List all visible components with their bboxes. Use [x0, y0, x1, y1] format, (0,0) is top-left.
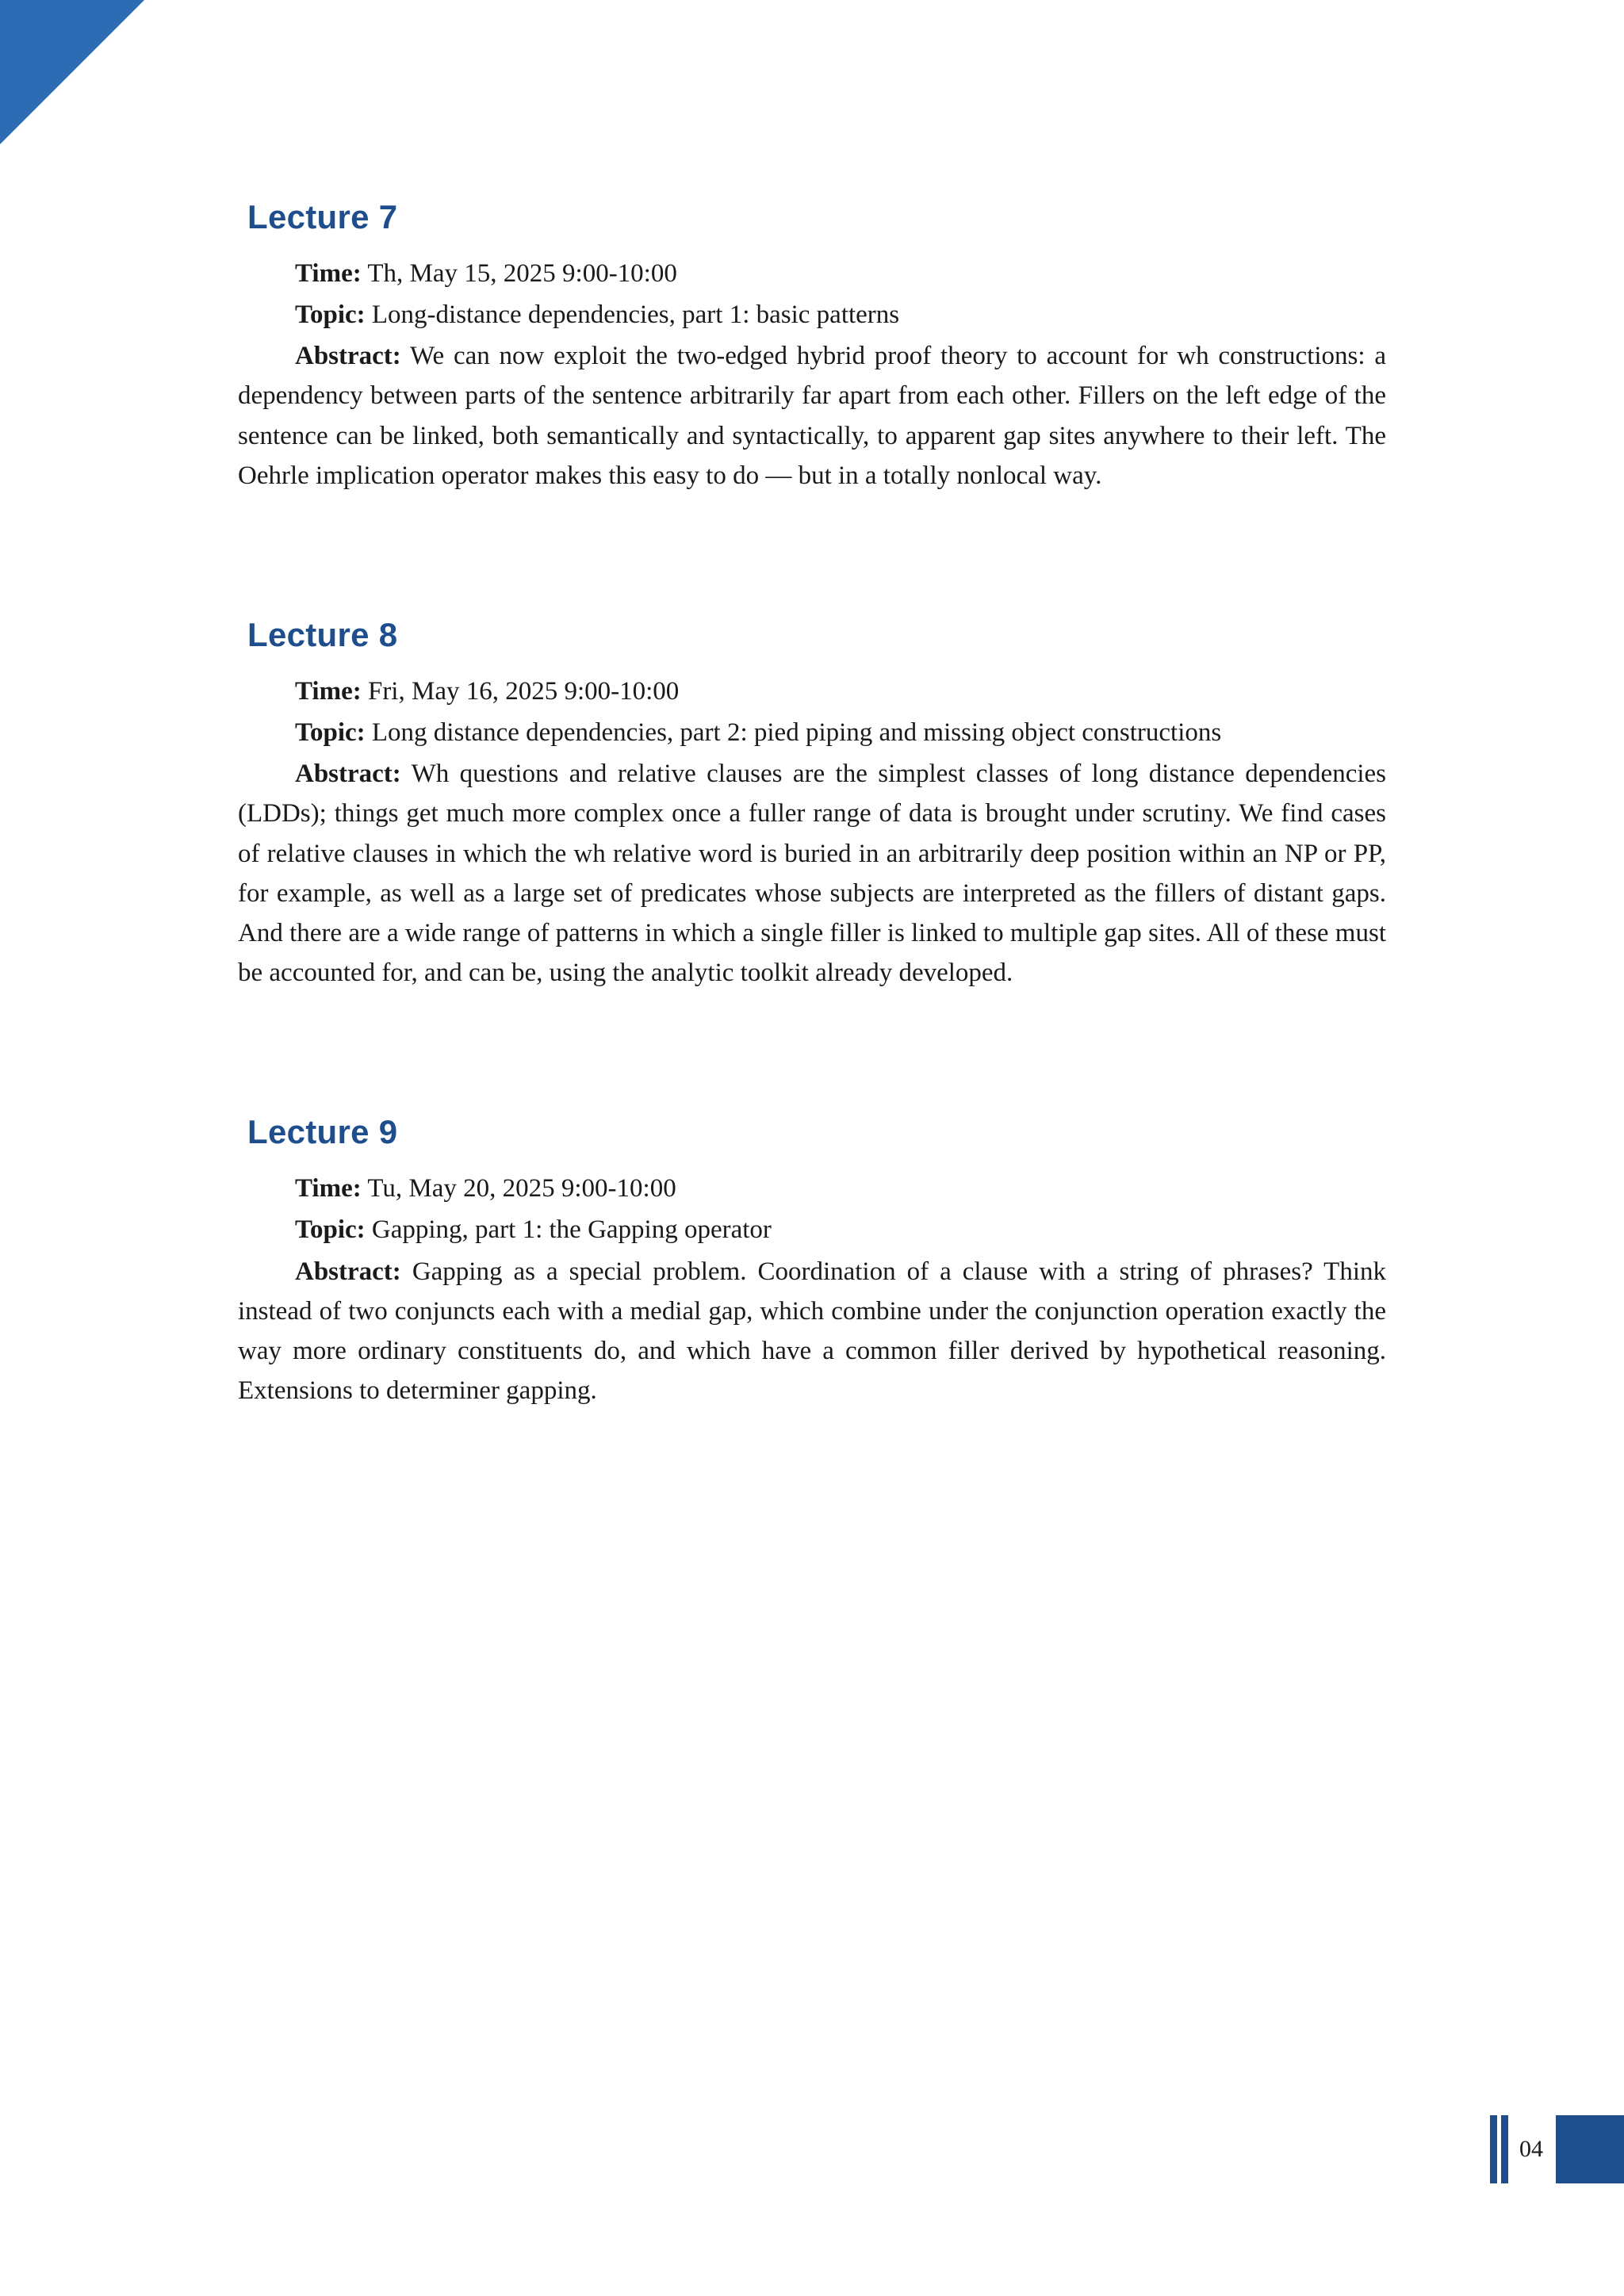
corner-decoration: [0, 0, 144, 144]
time-value: Th, May 15, 2025 9:00-10:00: [367, 259, 677, 288]
footer-square-decoration: [1556, 2115, 1624, 2183]
topic-label: Topic:: [295, 300, 366, 330]
time-value: Tu, May 20, 2025 9:00-10:00: [367, 1174, 676, 1203]
topic-label: Topic:: [295, 1215, 366, 1245]
abstract-value: Gapping as a special problem. Coordination of a clause with a string of phrases? Think instead of two conjuncts each with a medial gap, which combine under the conjunction operation exactly the way more ordinary constituents do, and which have a common filler derived by hypothetical reasoning. Extensions to determiner gapping.: [238, 1257, 1387, 1405]
footer-rule-icon: [1501, 2115, 1508, 2183]
page-number: 04: [1519, 2136, 1543, 2162]
lecture-abstract-line: [238, 754, 1386, 993]
lecture-section: [238, 198, 1386, 496]
lecture-time-line: [238, 672, 1386, 711]
lecture-topic-line: [238, 1210, 1386, 1249]
lecture-heading: Lecture 7: [247, 198, 398, 235]
lecture-topic-line: [238, 295, 1386, 335]
section-spacer: [238, 994, 1386, 1113]
time-label: Time:: [295, 1174, 362, 1203]
time-value: Fri, May 16, 2025 9:00-10:00: [367, 676, 680, 706]
abstract-value: We can now exploit the two-edged hybrid proof theory to account for wh constructions: a dependency between parts of the sentence arbitrarily far apart from each other. Fillers on the left edge of the sentence can be linked, both semantically and syntactically, to apparent gap sites anywhere to their left. The Oehrle implication operator makes this easy to do — but in a totally nonlocal way.: [238, 342, 1386, 490]
lecture-topic-line: [238, 713, 1386, 752]
abstract-value: Wh questions and relative clauses are the simplest classes of long distance dependencies (LDDs); things get much more complex once a fuller range of data is brought under scrutiny. We find cases of relative clauses in which the wh relative word is buried in an arbitrarily deep position within an NP or PP, for example, as well as a large set of predicates whose subjects are interpreted as the fillers of distant gaps. And there are a wide range of patterns in which a single filler is linked to multiple gap sites. All of these must be accounted for, and can be, using the analytic toolkit already developed.: [238, 760, 1386, 988]
section-spacer: [238, 497, 1386, 616]
lecture-time-line: [238, 254, 1386, 293]
topic-label: Topic:: [295, 718, 366, 748]
abstract-label: Abstract:: [295, 342, 401, 371]
time-label: Time:: [295, 259, 362, 288]
lecture-abstract-line: [238, 336, 1386, 496]
lecture-heading: Lecture 9: [247, 1113, 398, 1151]
topic-value: Long-distance dependencies, part 1: basic patterns: [371, 300, 900, 330]
time-label: Time:: [295, 676, 362, 706]
abstract-label: Abstract:: [295, 760, 401, 789]
topic-value: Gapping, part 1: the Gapping operator: [371, 1215, 772, 1245]
lecture-heading: Lecture 8: [247, 615, 398, 653]
page-content: [238, 198, 1386, 1412]
page-footer: [1490, 2115, 1624, 2183]
lecture-time-line: [238, 1169, 1386, 1208]
abstract-label: Abstract:: [295, 1257, 401, 1286]
lecture-section: [238, 1113, 1386, 1410]
lecture-section: [238, 616, 1386, 993]
lecture-abstract-line: [238, 1252, 1386, 1411]
topic-value: Long distance dependencies, part 2: pied piping and missing object constructions: [371, 718, 1222, 748]
footer-rule-icon: [1490, 2115, 1497, 2183]
